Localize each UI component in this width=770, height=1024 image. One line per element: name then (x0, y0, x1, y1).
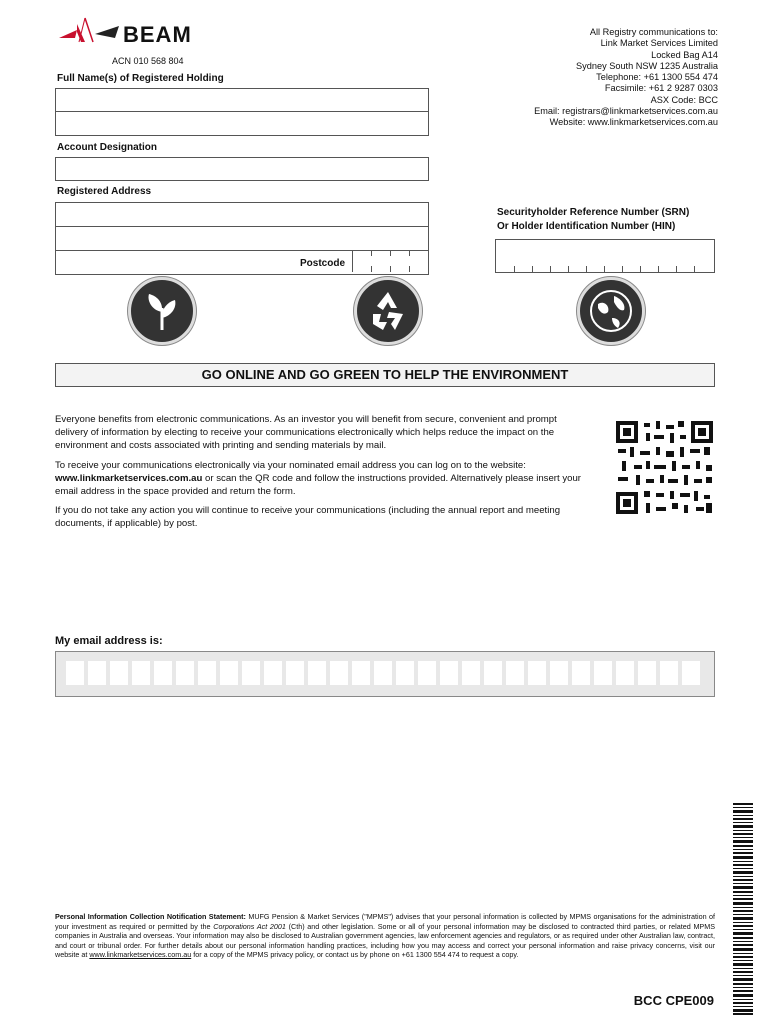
contact-line: Facsimile: +61 2 9287 0303 (604, 83, 718, 94)
contact-line: Sydney South NSW 1235 Australia (576, 60, 718, 71)
website-link[interactable]: www.linkmarketservices.com.au (55, 472, 203, 484)
srn-label: Securityholder Reference Number (SRN) (497, 207, 690, 218)
postcode-field[interactable] (352, 250, 429, 272)
beam-logo (55, 12, 215, 52)
go-green-banner: GO ONLINE AND GO GREEN TO HELP THE ENVIRONMENT (55, 363, 715, 387)
logo-text: BEAM (123, 22, 192, 47)
contact-line: All Registry communications to: (589, 27, 718, 37)
contact-line: Locked Bag A14 (651, 49, 718, 60)
info-paragraphs (55, 413, 591, 537)
srn-field[interactable] (495, 239, 715, 273)
form-code: BCC CPE009 (633, 993, 714, 1008)
hin-label: Or Holder Identification Number (HIN) (497, 221, 676, 232)
act-name: Corporations Act 2001 (213, 921, 286, 931)
contact-line: Website: www.linkmarketservices.com.au (549, 117, 718, 128)
paragraph-benefits: Everyone benefits from electronic communications. As an investor you will benefit from secure, convenient and prompt delivery of information by electing to receive your communications electronically which helps reduce the impact on the environment and costs associated with printing and sending materials by mail. (55, 414, 557, 452)
contact-line: ASX Code: BCC (650, 94, 718, 105)
privacy-statement: Personal Information Collection Notification Statement: MUFG Pension & Market Services ("MPMS") advises that your personal information is collected by MPMS organisations for the administration of your investment as required or permitted by the Corporations Act 2001 (Cth) and other legislation. Some or all of your personal information may be disclosed to contracted third parties, or related MPMS companies in Australia and overseas. Your information may also be disclosed to Australian government agencies, law enforcement agencies and regulators, or as required under other Australian law, contract, and court or tribunal order. For further details about our personal information handling practices, including how you may access and correct your personal information and raise privacy concerns, visit our website at www.linkmarketservices.com.au for a copy of the MPMS privacy policy, or contact us by phone on +61 1300 554 474 to request a copy. (55, 912, 716, 960)
paragraph-instructions: To receive your communications electronically via your nominated email address you can log on to the website: www.linkmarketservices.com.au or scan the QR code and follow the instructions provided. Alternatively please insert your email address in the space provided and return the form. (55, 459, 581, 498)
contact-line: Telephone: +61 1300 554 474 (596, 72, 718, 83)
paragraph-no-action: If you do not take any action you will continue to receive your communications (including the annual report and meeting documents, if applicable) by post. (55, 505, 561, 530)
qr-code (616, 421, 713, 514)
privacy-title: Personal Information Collection Notification Statement: (55, 912, 246, 921)
barcode (733, 803, 753, 1015)
privacy-website-link[interactable]: www.linkmarketservices.com.au (89, 950, 192, 960)
registered-address-label: Registered Address (57, 186, 152, 197)
account-designation-label: Account Designation (57, 142, 158, 153)
contact-block (534, 27, 718, 129)
email-character-boxes[interactable] (66, 661, 700, 685)
email-label: My email address is: (55, 635, 163, 647)
contact-line: Email: registrars@linkmarketservices.com.au (534, 106, 718, 117)
globe-icon (577, 277, 645, 345)
contact-line: Link Market Services Limited (600, 38, 718, 49)
leaf-icon (128, 277, 196, 345)
full-name-field[interactable] (55, 88, 429, 136)
acn-number: ACN 010 568 804 (112, 56, 184, 66)
recycle-icon (354, 277, 422, 345)
full-name-label: Full Name(s) of Registered Holding (57, 73, 224, 84)
account-designation-field[interactable] (55, 157, 429, 181)
postcode-label: Postcode (300, 258, 346, 269)
